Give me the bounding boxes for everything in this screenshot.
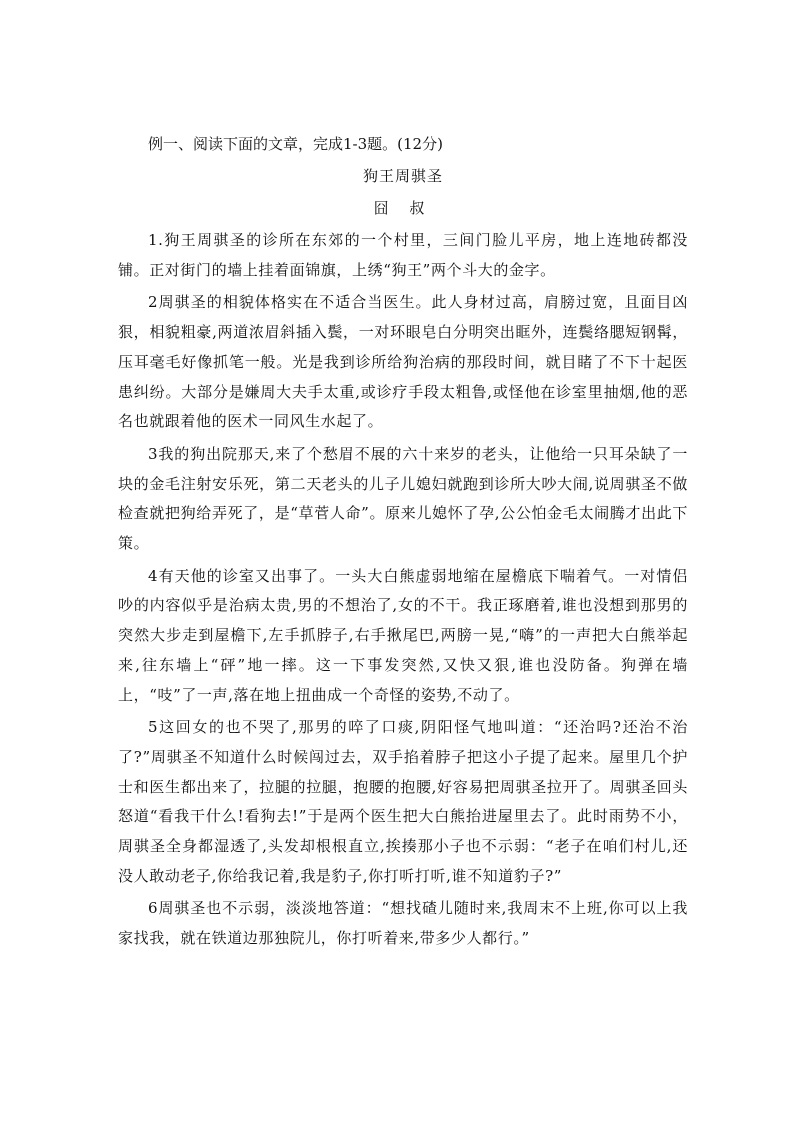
- article-author: 囧 叔: [373, 199, 433, 217]
- paragraph-5: 5这回女的也不哭了,那男的啐了口痰,阴阳怪气地叫道：“还治吗?还治不治了?”周骐圣不知道什么时候闯过去，双手掐着脖子把这小子提了起来。屋里几个护士和医生都出来了，拉腿的拉腿，抱腰的抱腰,好容易把周骐圣拉开了。周骐圣回头怒道“看我干什么!看狗去!”于是两个医生把大白熊抬进屋里去了。此时雨势不小，周骐圣全身都湿透了,头发却根根直立,挨揍那小子也不示弱：“老子在咱们村儿,还没人敢动老子,你给我记着,我是豹子,你打听打听,谁不知道豹子?”: [118, 718, 688, 885]
- paragraph-4: 4有天他的诊室又出事了。一头大白熊虚弱地缩在屋檐底下喘着气。一对情侣吵的内容似乎是治病太贵,男的不想治了,女的不干。我正琢磨着,谁也没想到那男的突然大步走到屋檐下,左手抓脖子,右手揪尾巴,两膀一晃,“嗨”的一声把大白熊举起来,往东墙上“砰”地一摔。这一下事发突然,又快又狠,谁也没防备。狗弹在墙上，“吱”了一声,落在地上扭曲成一个奇怪的姿势,不动了。: [118, 566, 688, 704]
- paragraph-1: 1.狗王周骐圣的诊所在东郊的一个村里，三间门脸儿平房，地上连地砖都没铺。正对街门的墙上挂着面锦旗，上绣“狗王”两个斗大的金字。: [118, 231, 688, 279]
- document-content: [118, 128, 688, 957]
- paragraph-2: 2周骐圣的相貌体格实在不适合当医生。此人身材过高，肩膀过宽，且面目凶狠，相貌粗豪,两道浓眉斜插入鬓，一对环眼皂白分明突出眶外，连鬓络腮短钢髯，压耳毫毛好像抓笔一般。光是我到诊所给狗治病的那段时间，就目睹了不下十起医患纠纷。大部分是嫌周大夫手太重,或诊疗手段太粗鲁,或怪他在诊室里抽烟,他的恶名也就跟着他的医术一同风生水起了。: [118, 293, 688, 431]
- paragraph-3: 3我的狗出院那天,来了个愁眉不展的六十来岁的老头，让他给一只耳朵缺了一块的金毛注射安乐死，第二天老头的儿子儿媳妇就跑到诊所大吵大闹,说周骐圣不做检查就把狗给弄死了，是“草菅人命”。原来儿媳怀了孕,公公怕金毛太闹腾才出此下策。: [118, 444, 688, 553]
- exercise-intro: 例一、阅读下面的文章，完成1-3题。(12分): [148, 135, 443, 153]
- article-title: 狗王周骐圣: [362, 167, 443, 185]
- paragraph-6: 6周骐圣也不示弱，淡淡地答道：“想找碴儿随时来,我周末不上班,你可以上我家找我，就在铁道边那独院儿，你打听着来,带多少人都行。”: [118, 899, 688, 948]
